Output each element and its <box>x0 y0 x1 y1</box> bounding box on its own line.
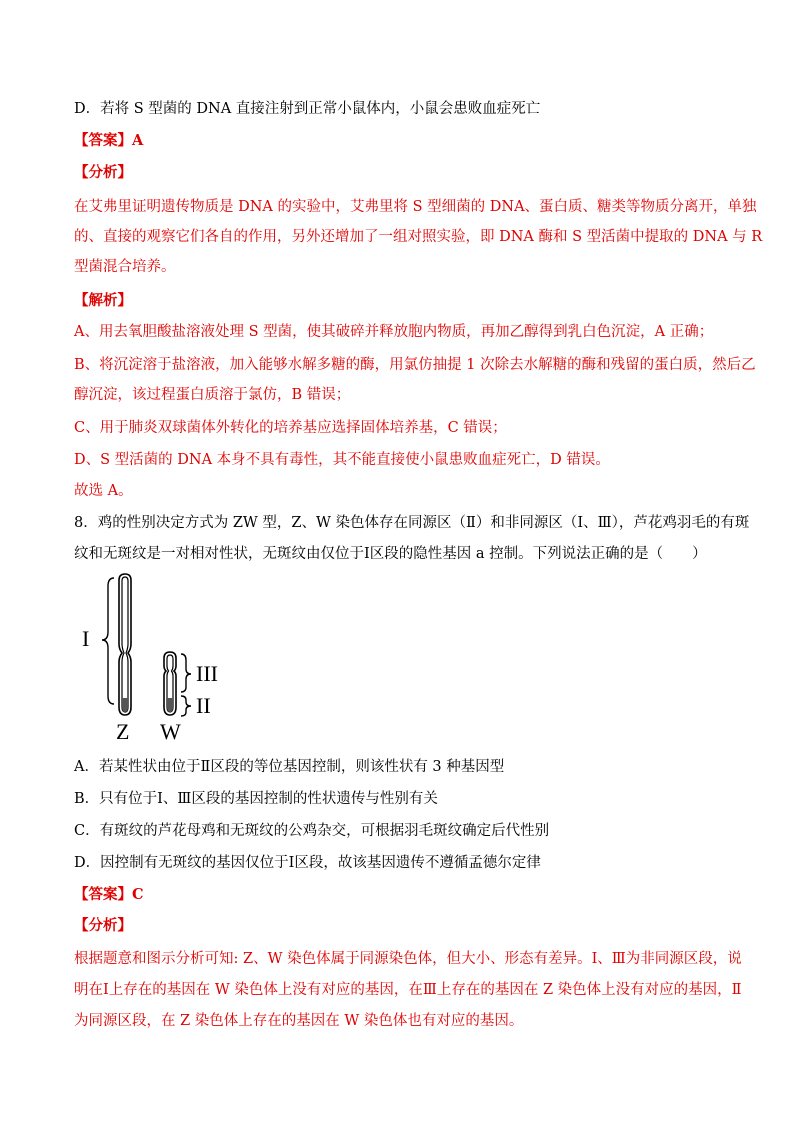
label-region-I: I <box>82 626 90 651</box>
prev-conclusion: 故选 A。 <box>74 483 133 499</box>
prev-answer: 【答案】A <box>74 132 144 149</box>
chromosome-diagram <box>70 570 230 745</box>
brace-I <box>102 578 114 704</box>
brace-II <box>181 696 191 716</box>
q8-stem-line: 纹和无斑纹是一对相对性状，无斑纹由仅位于Ⅰ区段的隐性基因 a 控制。下列说法正确的是（ ） <box>74 546 707 562</box>
prev-analysis-line: 的、直接的观察它们各自的作用，另外还增加了一组对照实验，即 DNA 酶和 S 型活菌中提取的 DNA 与 R <box>74 229 763 245</box>
label-W: W <box>160 719 181 744</box>
label-region-III: III <box>196 661 218 686</box>
q8-answer: 【答案】C <box>74 886 144 903</box>
q8-analysis-line: 明在Ⅰ上存在的基因在 W 染色体上没有对应的基因，在Ⅲ上存在的基因在 Z 染色体上没有对应的基因，Ⅱ <box>74 982 742 998</box>
w-homologous-region <box>167 698 173 712</box>
z-homologous-region <box>122 698 128 712</box>
q8-option-d: D．因控制有无斑纹的基因仅位于Ⅰ区段，故该基因遗传不遵循孟德尔定律 <box>74 855 541 871</box>
q8-stem-line: 8．鸡的性别决定方式为 ZW 型，Z、W 染色体存在同源区（Ⅱ）和非同源区（Ⅰ、Ⅲ），芦花鸡羽毛的有斑 <box>74 515 750 531</box>
z-chromosome <box>119 574 131 715</box>
label-Z: Z <box>116 719 130 744</box>
brace-III <box>181 654 191 692</box>
q8-analysis-heading: 【分析】 <box>74 917 132 934</box>
prev-analysis-line: 型菌混合培养。 <box>74 259 176 275</box>
q8-option-c: C．有斑纹的芦花母鸡和无斑纹的公鸡杂交，可根据羽毛斑纹确定后代性别 <box>74 823 550 839</box>
prev-analysis-heading: 【分析】 <box>74 164 132 181</box>
prev-explanation-heading: 【解析】 <box>74 292 132 309</box>
q8-analysis-line: 根据题意和图示分析可知: Z、W 染色体属于同源染色体，但大小、形态有差异。Ⅰ、Ⅲ为非同源区段，说 <box>74 951 742 967</box>
prev-explanation-line: C、用于肺炎双球菌体外转化的培养基应选择固体培养基，C 错误； <box>74 420 507 436</box>
q8-option-a: A．若某性状由位于Ⅱ区段的等位基因控制，则该性状有 3 种基因型 <box>74 759 505 775</box>
q8-analysis-line: 为同源区段，在 Z 染色体上存在的基因在 W 染色体也有对应的基因。 <box>74 1013 524 1029</box>
prev-explanation-line: A、用去氧胆酸盐溶液处理 S 型菌，使其破碎并释放胞内物质，再加乙醇得到乳白色沉淀，A 正确； <box>74 324 714 340</box>
prev-explanation-line: D、S 型活菌的 DNA 本身不具有毒性，其不能直接使小鼠患败血症死亡，D 错误。 <box>74 452 610 468</box>
label-region-II: II <box>196 693 211 718</box>
prev-explanation-line: 醇沉淀，该过程蛋白质溶于氯仿，B 错误； <box>74 387 351 403</box>
prev-analysis-line: 在艾弗里证明遗传物质是 DNA 的实验中，艾弗里将 S 型细菌的 DNA、蛋白质、糖类等物质分离开，单独 <box>74 199 757 215</box>
prev-option-d: D．若将 S 型菌的 DNA 直接注射到正常小鼠体内，小鼠会患败血症死亡 <box>74 101 541 117</box>
q8-option-b: B．只有位于Ⅰ、Ⅲ区段的基因控制的性状遗传与性别有关 <box>74 791 438 807</box>
prev-explanation-line: B、将沉淀溶于盐溶液，加入能够水解多糖的酶，用氯仿抽提 1 次除去水解糖的酶和残留的蛋白质，然后乙 <box>74 357 756 373</box>
